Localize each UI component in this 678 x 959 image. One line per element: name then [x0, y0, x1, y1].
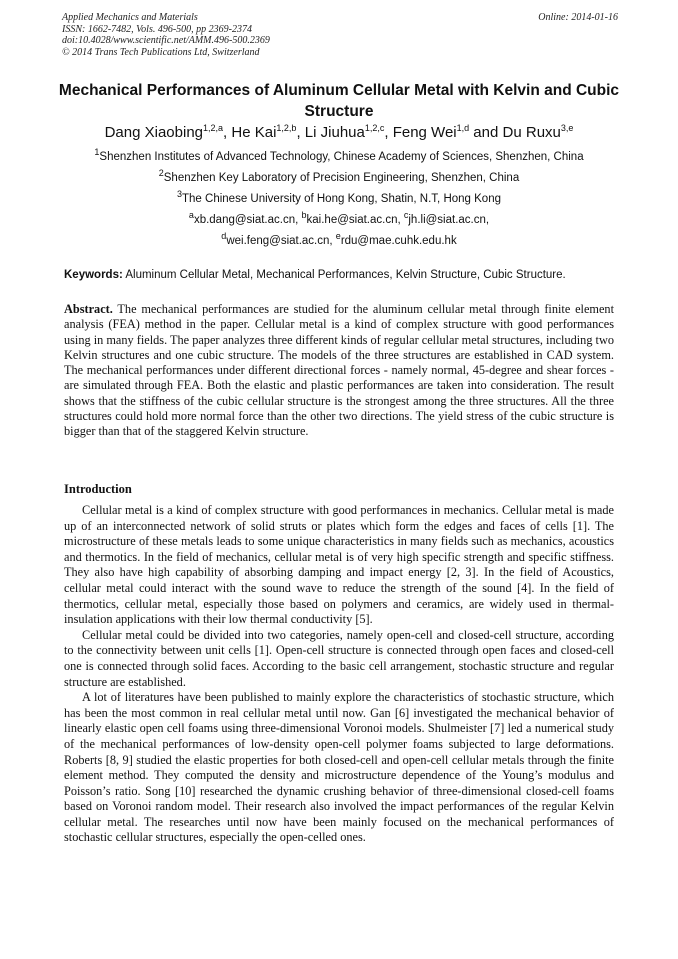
affiliation-superscript: 1 — [94, 147, 100, 158]
email-address: rdu@mae.cuhk.edu.hk — [340, 235, 457, 247]
paper-title: Mechanical Performances of Aluminum Cellular Metal with Kelvin and Cubic Structure — [58, 82, 620, 120]
journal-name: Applied Mechanics and Materials — [62, 12, 198, 23]
affiliation-superscript: 2 — [158, 168, 164, 179]
paragraph: Cellular metal is a kind of complex structure with good performances in mechanics. Cellular metal is made up of an interconnected network of solid struts or plates which form the edges and faces of cells [1]. The microstructure of these metals leads to some unique characteristics in many fields such as mechanics, acoustics and thermotics. In the field of mechanics, cellular metal is of very high specific strength and specific stiffness. They also have high capability of absorbing damping and impact energy [2, 3]. In the field of Acoustics, cellular metal could interact with the sound wave to reduce the strength of the sound [4]. In the field of thermotics, cellular metal, especially those based on polymers and ceramics, are widely used in thermal-insulation applications with their low thermal conductivity [5]. — [64, 503, 614, 627]
abstract-text: The mechanical performances are studied for the aluminum cellular metal through finite element analysis (FEA) method in the paper. Cellular metal is a kind of complex structure with good performances using in many fields. The paper analyzes three different kinds of regular cellular metal structures, including two Kelvin structures and one cubic structure. The models of the three structures are established in CAD system. The mechanical performances under different directional forces - namely normal, 45-degree and shear forces - are simulated through FEA. Both the elastic and plastic performances are taken into consideration. The result shows that the stiffness of the cubic cellular structure is the strongest among the three structures. All the three structures could hold more normal force than the other two directions. The yield stress of the cubic structure is bigger than that of the staggered Kelvin structure. — [64, 302, 614, 439]
introduction-body — [64, 503, 614, 846]
author: He Kai — [231, 124, 277, 141]
email-superscript: c — [403, 210, 409, 221]
online-date: Online: 2014-01-16 — [538, 12, 618, 23]
author: Li Jiuhua — [304, 124, 365, 141]
author-separator: , — [296, 124, 305, 141]
affiliation-text: Shenzhen Key Laboratory of Precision Engineering, Shenzhen, China — [163, 172, 520, 184]
affiliation-3 — [40, 189, 638, 206]
email-superscript: b — [301, 210, 307, 221]
author: Feng Wei — [392, 124, 457, 141]
author-superscript: 1,2,c — [364, 123, 385, 133]
author-superscript: 1,2,b — [276, 123, 297, 133]
affiliation-text: Shenzhen Institutes of Advanced Technology, Chinese Academy of Sciences, Shenzhen, China — [99, 151, 584, 163]
abstract — [64, 302, 614, 440]
email-address: xb.dang@siat.ac.cn, — [193, 214, 302, 226]
author-superscript: 3,e — [560, 123, 574, 133]
email-superscript: e — [335, 231, 341, 242]
keywords-text: Aluminum Cellular Metal, Mechanical Performances, Kelvin Structure, Cubic Structure. — [122, 269, 566, 281]
issn-line: ISSN: 1662-7482, Vols. 496-500, pp 2369-2374 — [62, 23, 252, 35]
email-address: kai.he@siat.ac.cn, — [306, 214, 404, 226]
author-superscript: 1,d — [456, 123, 470, 133]
journal-header — [62, 12, 618, 58]
author-separator: , — [223, 124, 232, 141]
doi-line: doi:10.4028/www.scientific.net/AMM.496-500.2369 — [62, 35, 270, 46]
author: Du Ruxu — [502, 124, 561, 141]
email-address: wei.feng@siat.ac.cn, — [226, 235, 336, 247]
affiliation-superscript: 3 — [177, 189, 183, 200]
keywords-label: Keywords: — [64, 269, 123, 281]
copyright-line: © 2014 Trans Tech Publications Ltd, Switzerland — [62, 46, 260, 58]
email-superscript: a — [188, 210, 194, 221]
author-separator: , — [384, 124, 393, 141]
email-line-1 — [40, 210, 638, 227]
email-line-2 — [40, 231, 638, 248]
author-superscript: 1,2,a — [203, 123, 224, 133]
affiliation-text: The Chinese University of Hong Kong, Shatin, N.T, Hong Kong — [182, 193, 501, 205]
abstract-label: Abstract. — [64, 302, 113, 316]
author-and: and — [469, 124, 503, 141]
author: Dang Xiaobing — [104, 124, 204, 141]
affiliation-2 — [40, 168, 638, 185]
email-superscript: d — [221, 231, 227, 242]
paragraph: Cellular metal could be divided into two categories, namely open-cell and closed-cell structure, according to the connectivity between unit cells [1]. Open-cell structure is connected through open faces and closed-cell one is connected through solid faces. According to the basic cell arrangement, stochastic structure and regular structure are established. — [64, 627, 614, 689]
section-heading-introduction: Introduction — [64, 482, 132, 496]
affiliation-1 — [40, 147, 638, 164]
author-list — [40, 123, 638, 143]
keywords — [64, 268, 624, 282]
paragraph: A lot of literatures have been published to mainly explore the characteristics of stochastic structure, which has been the most common in real cellular metal until now. Gan [6] investigated the mechanical behavior of linearly elastic open cell foams using three-dimensional Voronoi models. Shulmeister [7] led a numerical study of the mechanical performances of low-density open-cell polymer foams subjected to large deformations. Roberts [8, 9] studied the elastic properties for both closed-cell and open-cell cellular metals through the finite element method. They computed the density and microstructure dependence of the Young’s modulus and Poisson’s ratio. Song [10] researched the dynamic crushing behavior of three-dimensional closed-cell foams based on Voronoi random model. Their research also involved the impact performances of the regular Kelvin cellular metal. The researches until now have been mainly focused on the mechanical performances of stochastic cellular structures, especially the open-celled ones. — [64, 690, 614, 845]
email-address: jh.li@siat.ac.cn, — [408, 214, 490, 226]
